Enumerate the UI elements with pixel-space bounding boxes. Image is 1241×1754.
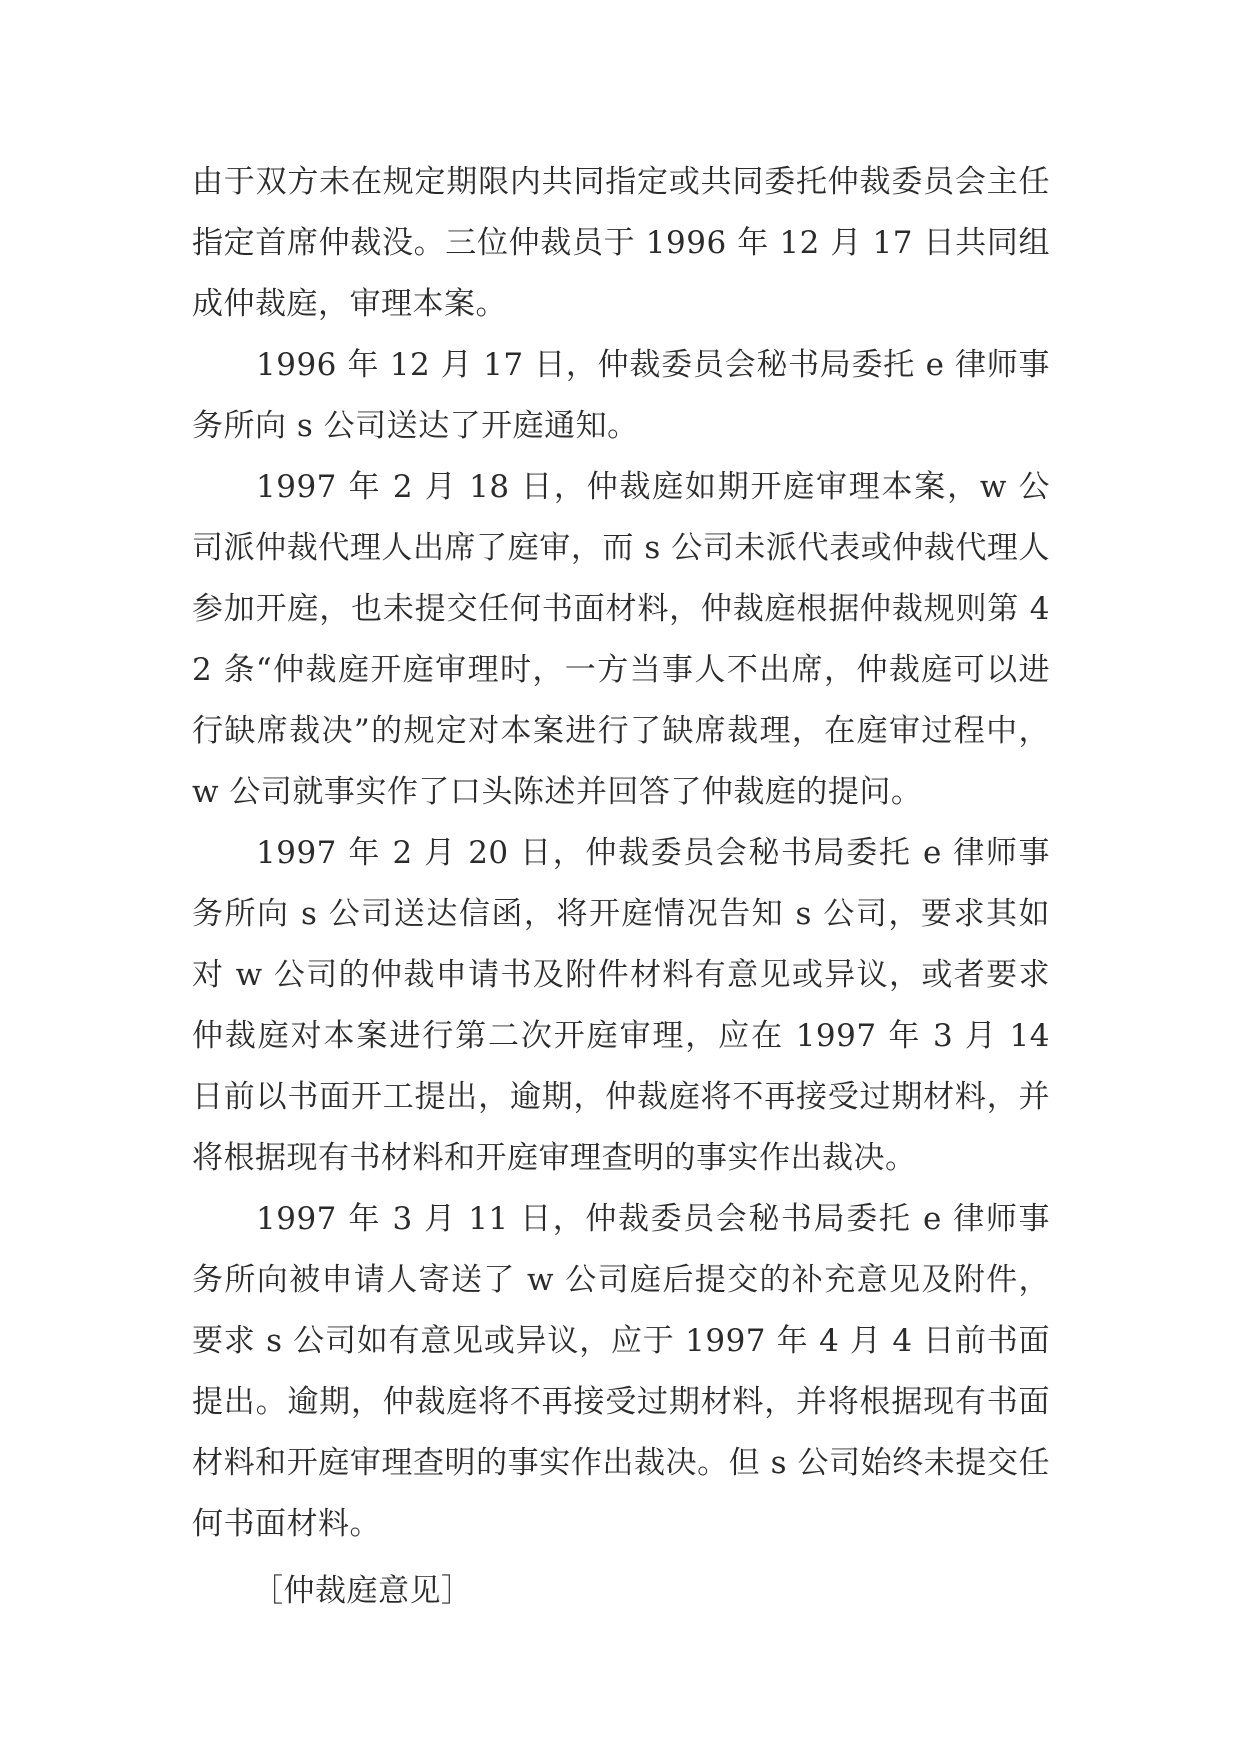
paragraph-supplement: 1997 年 3 月 11 日，仲裁委员会秘书局委托 e 律师事务所向被申请人寄送了 w 公司庭后提交的补充意见及附件，要求 s 公司如有意见或异议，应于 1997 年 4 月 4 日前书面提出。逾期，仲裁庭将不再接受过期材料，并将根据现有书面材料和开庭审理查明的事实作出裁决。但 s 公司始终未提交任何书面材料。 xyxy=(192,1201,1050,1542)
paragraph-hearing-notice: 1996 年 12 月 17 日，仲裁委员会秘书局委托 e 律师事务所向 s 公司送达了开庭通知。 xyxy=(192,347,1050,444)
paragraph-continuation: 由于双方未在规定期限内共同指定或共同委托仲裁委员会主任指定首席仲裁没。三位仲裁员于 1996 年 12 月 17 日共同组成仲裁庭，审理本案。 xyxy=(192,164,1050,322)
paragraph-hearing: 1997 年 2 月 18 日，仲裁庭如期开庭审理本案，w 公司派仲裁代理人出席了庭审，而 s 公司未派代表或仲裁代理人参加开庭，也未提交任何书面材料，仲裁庭根据仲裁规则第 42 条“仲裁庭开庭审理时，一方当事人不出席，仲裁庭可以进行缺席裁决”的规定对本案进行了缺席裁理，在庭审过程中，w 公司就事实作了口头陈述并回答了仲裁庭的提问。 xyxy=(192,469,1050,810)
section-heading: ［仲裁庭意见］ xyxy=(252,1573,473,1609)
paragraph-letter: 1997 年 2 月 20 日，仲裁委员会秘书局委托 e 律师事务所向 s 公司送达信函，将开庭情况告知 s 公司，要求其如对 w 公司的仲裁申请书及附件材料有意见或异议，或者要求仲裁庭对本案进行第二次开庭审理，应在 1997 年 3 月 14 日前以书面开工提出，逾期，仲裁庭将不再接受过期材料，并将根据现有书材料和开庭审理查明的事实作出裁决。 xyxy=(192,835,1050,1176)
document-body xyxy=(192,152,1050,1622)
